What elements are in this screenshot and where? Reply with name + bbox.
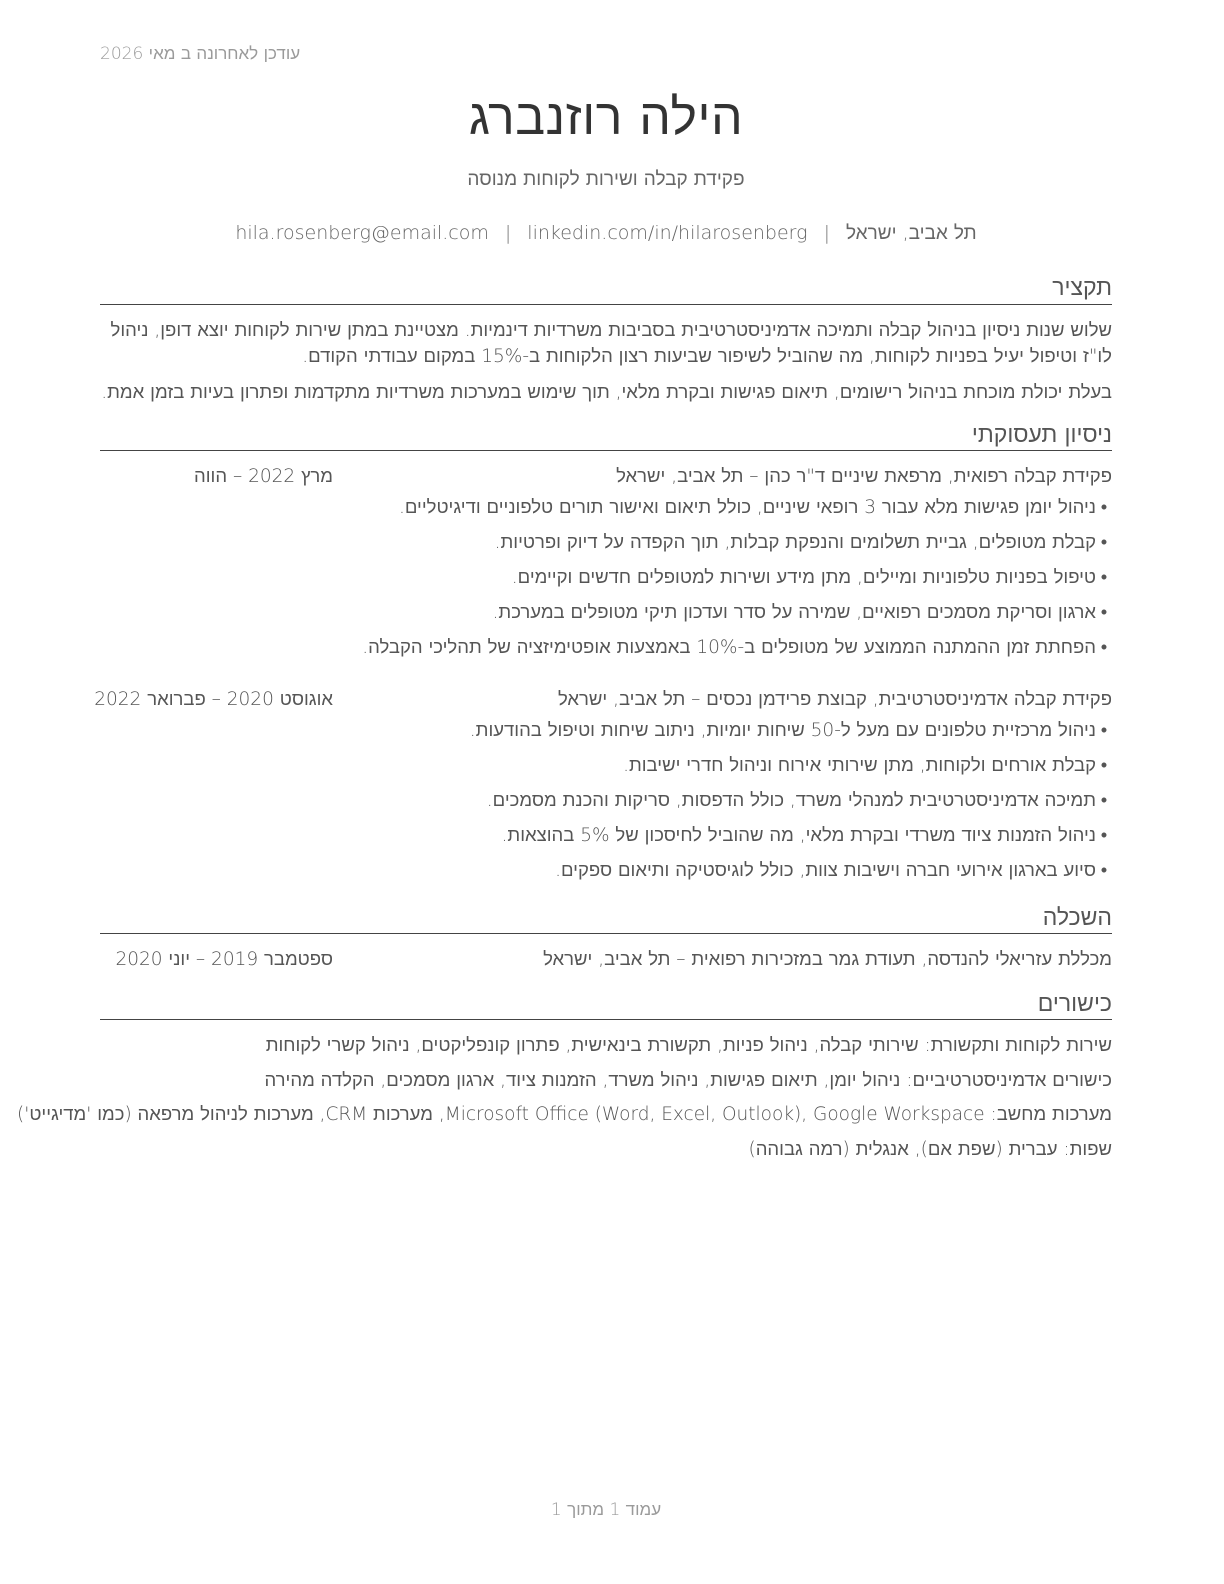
candidate-name: הילה רוזנברג (468, 88, 744, 146)
job-1-bullets (362, 495, 1112, 670)
resume-page (17, 0, 1112, 1584)
summary-heading: תקציר (1052, 275, 1112, 301)
contact-location: תל אביב, ישראל (845, 222, 977, 244)
list-item: •ארגון וסריקת מסמכים רפואיים, שמירה על סדר ועדכון תיקי מטופלים במערכת. (362, 600, 1112, 635)
job-date-1: מרץ 2022 – הווה (194, 466, 333, 487)
list-item: •קבלת מטופלים, גביית תשלומים והנפקת קבלות, תוך הקפדה על דיוק ופרטיות. (362, 530, 1112, 565)
bullet-icon: • (1100, 602, 1108, 623)
skills-divider (100, 1019, 1112, 1020)
education-date: ספטמבר 2019 – יוני 2020 (115, 949, 333, 970)
bullet-icon: • (1100, 637, 1108, 658)
list-item: •הפחתת זמן ההמתנה הממוצע של מטופלים ב-10% באמצעות אופטימיזציה של תהליכי הקבלה. (362, 635, 1112, 670)
contact-email[interactable]: hila.rosenberg@email.com (235, 222, 489, 244)
education-divider (100, 933, 1112, 934)
list-item: •סיוע בארגון אירועי חברה וישיבות צוות, כולל לוגיסטיקה ותיאום ספקים. (470, 858, 1112, 893)
skills-heading: כישורים (1037, 991, 1112, 1017)
skills-line-3: מערכות מחשב: Microsoft Office (Word, Excel, Outlook), Google Workspace, מערכות CRM, מערכות לניהול מרפאה (כמו 'מדיגייט') (17, 1104, 1112, 1125)
last-updated-note: עודכן לאחרונה ב מאי 2026 (100, 44, 301, 64)
skills-line-1: שירות לקוחות ותקשורת: שירותי קבלה, ניהול פניות, תקשורת בינאישית, פתרון קונפליקטים, ניהול קשרי לקוחות (265, 1035, 1112, 1056)
candidate-headline: פקידת קבלה ושירות לקוחות מנוסה (467, 168, 745, 190)
contact-line (100, 222, 1112, 245)
contact-separator: | (823, 222, 830, 244)
bullet-icon: • (1100, 497, 1108, 518)
summary-divider (100, 304, 1112, 305)
education-entry: מכללת עזריאלי להנדסה, תעודת גמר במזכירות רפואית – תל אביב, ישראל (543, 949, 1112, 970)
list-item: •קבלת אורחים ולקוחות, מתן שירותי אירוח וניהול חדרי ישיבות. (470, 753, 1112, 788)
bullet-icon: • (1100, 790, 1108, 811)
contact-separator: | (504, 222, 512, 244)
skills-line-2: כישורים אדמיניסטרטיביים: ניהול יומן, תיאום פגישות, ניהול משרד, הזמנות ציוד, ארגון מסמכים, הקלדה מהירה (264, 1070, 1112, 1091)
list-item: •ניהול יומן פגישות מלא עבור 3 רופאי שיניים, כולל תיאום ואישור תורים טלפוניים ודיגיטליים. (362, 495, 1112, 530)
skills-line-4: שפות: עברית (שפת אם), אנגלית (רמה גבוהה) (748, 1139, 1112, 1160)
bullet-icon: • (1100, 860, 1108, 881)
summary-paragraph-1: שלוש שנות ניסיון בניהול קבלה ותמיכה אדמיניסטרטיבית בסביבות משרדיות דינמיות. מצטיינת במתן שירות לקוחות יוצא דופן, ניהול לו"ז וטיפול יעיל בפניות לקוחות, מה שהוביל לשיפור שביעות רצון הלקוחות ב-15% במקום עבודתי הקודם. (110, 320, 1112, 367)
list-item: •ניהול מרכזיית טלפונים עם מעל ל-50 שיחות יומיות, ניתוב שיחות וטיפול בהודעות. (470, 718, 1112, 753)
job-2-bullets (470, 718, 1112, 893)
list-item: •תמיכה אדמיניסטרטיבית למנהלי משרד, כולל הדפסות, סריקות והכנת מסמכים. (470, 788, 1112, 823)
page-number: עמוד 1 מתוך 1 (550, 1500, 662, 1520)
job-title-1: פקידת קבלה רפואית, מרפאת שיניים ד"ר כהן – תל אביב, ישראל (616, 466, 1112, 487)
list-item: •טיפול בפניות טלפוניות ומיילים, מתן מידע ושירות למטופלים חדשים וקיימים. (362, 565, 1112, 600)
job-date-2: אוגוסט 2020 – פברואר 2022 (94, 689, 333, 710)
bullet-icon: • (1100, 755, 1108, 776)
job-title-2: פקידת קבלה אדמיניסטרטיבית, קבוצת פרידמן נכסים – תל אביב, ישראל (557, 689, 1112, 710)
bullet-icon: • (1100, 825, 1108, 846)
bullet-icon: • (1100, 720, 1108, 741)
list-item: •ניהול הזמנות ציוד משרדי ובקרת מלאי, מה שהוביל לחיסכון של 5% בהוצאות. (470, 823, 1112, 858)
bullet-icon: • (1100, 567, 1108, 588)
experience-heading: ניסיון תעסוקתי (971, 422, 1112, 448)
bullet-icon: • (1100, 532, 1108, 553)
education-heading: השכלה (1042, 905, 1112, 931)
summary-paragraph-2: בעלת יכולת מוכחת בניהול רישומים, תיאום פגישות ובקרת מלאי, תוך שימוש במערכות משרדיות מתקדמות ופתרון בעיות בזמן אמת. (101, 382, 1112, 403)
experience-divider (100, 450, 1112, 451)
contact-linkedin[interactable]: linkedin.com/in/hilarosenberg (527, 222, 808, 244)
